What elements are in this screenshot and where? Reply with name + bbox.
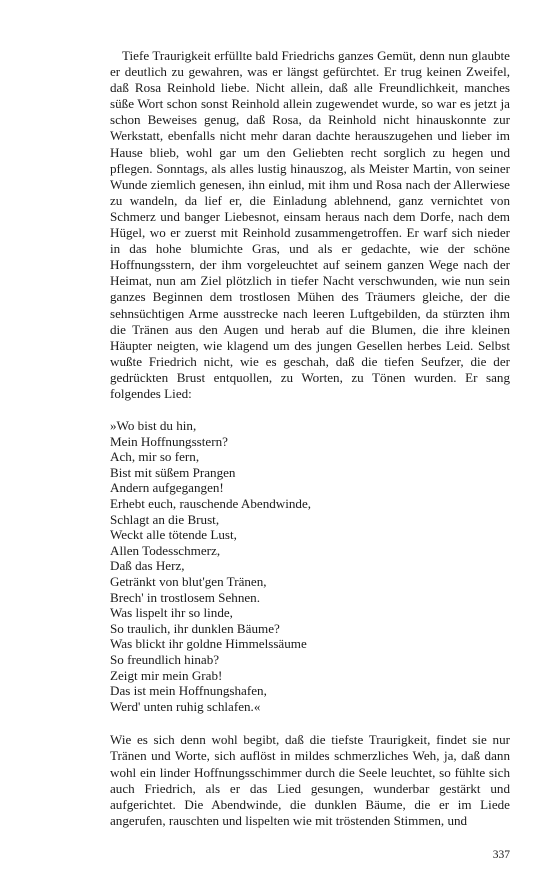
poem-line: Allen Todesschmerz, xyxy=(110,542,221,558)
poem-line: Andern aufgegangen! xyxy=(110,480,224,496)
poem-line: Erhebt euch, rauschende Abendwinde, xyxy=(110,496,312,512)
poem-line: Weckt alle tötende Lust, xyxy=(110,527,237,543)
poem-line: Schlagt an die Brust, xyxy=(110,511,220,527)
poem-line: Bist mit süßem Prangen xyxy=(110,464,236,480)
paragraph-opening: Tiefe Traurigkeit erfüllte bald Friedrichs ganzes Gemüt, denn nun glaubte er deutlich zu gewahren, was er längst gefürchtet. Er trug keinen Zweifel, daß Rosa Reinhold liebe. Nicht allein, daß alle Freundlichkeit, manches süße Wort schon sonst Reinhold allein zugewendet wurde, so war es jetzt ja schon Beweises genug, daß Rosa, da Reinhold nicht hinauskonnte zur Werkstatt, ebenfalls nicht mehr daran dachte herauszugehen und lieber im Hause blieb, wohl gar um den Geliebten recht sorglich zu hegen und pflegen. Sonntags, als alles lustig hinauszog, als Meister Martin, von seiner Wunde ziemlich genesen, ihn einlud, mit ihm und Rosa nach der Allerwiese zu wandeln, da lief er, die Einladung ablehnend, ganz vernichtet von Schmerz und banger Liebesnot, einsam heraus nach dem Dorfe, nach dem Hügel, wo er zuerst mit Reinhold zusammengetroffen. Er warf sich nieder in das hohe blumichte Gras, und als er gedachte, wie der schöne Hoffnungsstern, der ihm vorgeleuchtet auf seinem ganzen Wege nach der Heimat, nun am Ziel plötzlich in tiefer Nacht verschwunden, wie nun sein ganzes Beginnen dem trostlosen Mühen des Träumers gleiche, der die sehnsüchtigen Arme ausstrecke nach leeren Luftgebilden, da stürzten ihm die Tränen aus den Augen und herab auf die Blumen, die ihre kleinen Häupter neigten, wie klagend um des jungen Gesellen herbes Leid. Selbst wußte Friedrich nicht, wie es geschah, daß die tiefen Seufzer, die der gedrückten Brust entquollen, zu Worten, zu Tönen wurden. Er sang folgendes Lied: xyxy=(110,48,510,401)
poem-line: Brech' in trostlosem Sehnen. xyxy=(110,589,261,605)
poem-line: »Wo bist du hin, xyxy=(110,418,197,434)
page-body xyxy=(110,48,510,829)
paragraph-closing: Wie es sich denn wohl begibt, daß die tiefste Traurigkeit, findet sie nur Tränen und Worte, sich auflöst in mildes schmerzliches Weh, ja, daß dann wohl ein linder Hoffnungsschimmer durch die Seele leuchtet, so fühlte sich auch Friedrich, als er das Lied gesungen, wunderbar gestärkt und aufgerichtet. Die Abendwinde, die dunklen Bäume, die er im Liede angerufen, rauschten und lispelten wie mit tröstenden Stimmen, und xyxy=(110,732,510,828)
page-number: 337 xyxy=(492,849,510,861)
poem-line: So traulich, ihr dunklen Bäume? xyxy=(110,620,280,636)
poem-line: Ach, mir so fern, xyxy=(110,449,200,465)
poem-line: Mein Hoffnungsstern? xyxy=(110,433,228,449)
poem-line: Was lispelt ihr so linde, xyxy=(110,605,233,621)
poem-line: Was blickt ihr goldne Himmelssäume xyxy=(110,636,307,652)
poem-line: Das ist mein Hoffnungshafen, xyxy=(110,683,267,699)
poem xyxy=(110,418,510,714)
poem-line: Werd' unten ruhig schlafen.« xyxy=(110,698,261,714)
poem-line: Getränkt von blut'gen Tränen, xyxy=(110,574,267,589)
poem-line: Daß das Herz, xyxy=(110,558,185,574)
poem-line: Zeigt mir mein Grab! xyxy=(110,667,223,683)
poem-line: So freundlich hinab? xyxy=(110,651,220,667)
